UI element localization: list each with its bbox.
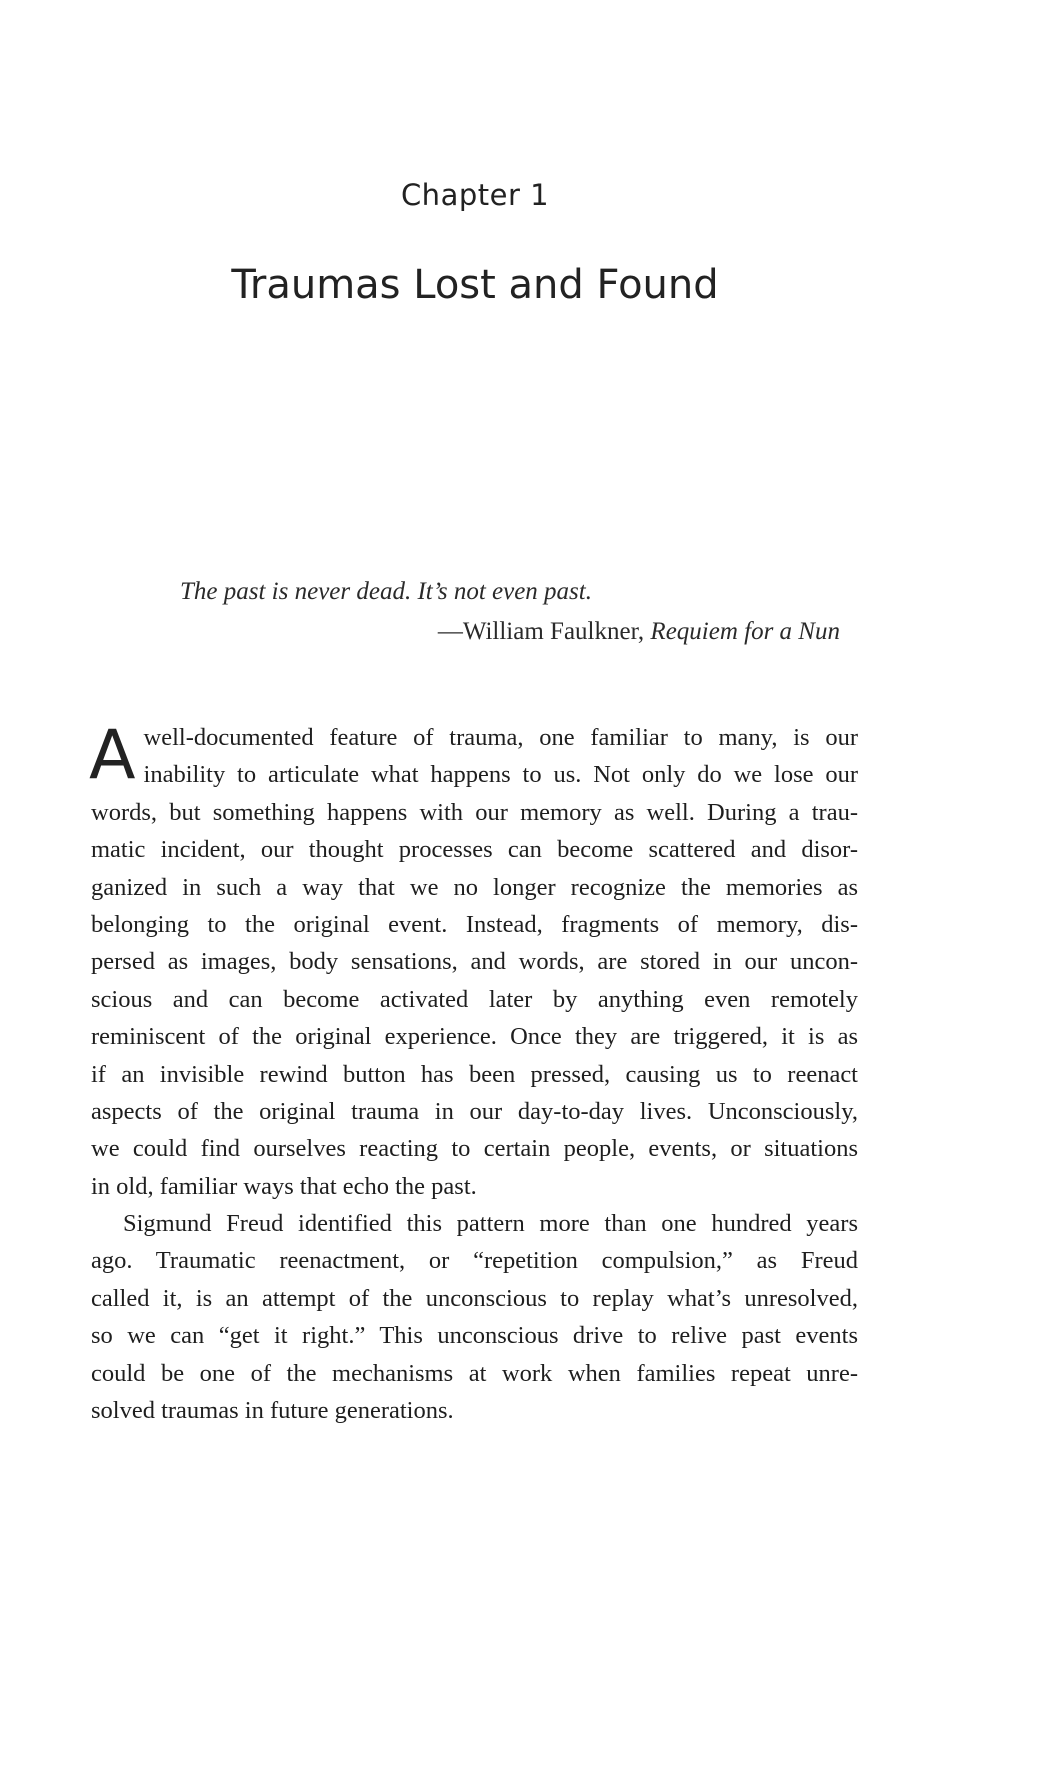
text-line: could be one of the mechanisms at work when families repeat unre- <box>91 1359 858 1387</box>
chapter-title: Traumas Lost and Found <box>231 262 719 308</box>
text-line: called it, is an attempt of the unconscious to replay what’s unresolved, <box>91 1284 858 1312</box>
text-line: belonging to the original event. Instead, fragments of memory, dis- <box>91 910 858 938</box>
text-line: solved traumas in future generations. <box>91 1397 454 1425</box>
text-line: if an invisible rewind button has been pressed, causing us to reenact <box>91 1060 858 1088</box>
paragraph-1 <box>89 716 858 1205</box>
epigraph <box>180 575 860 649</box>
chapter-number: Chapter 1 <box>400 178 550 212</box>
epigraph-work-title: Requiem for a Nun <box>650 618 840 645</box>
text-line: we could find ourselves reacting to certain people, events, or situations <box>91 1135 858 1163</box>
text-line: well-documented feature of trauma, one familiar to many, is our <box>143 724 858 751</box>
text-line: reminiscent of the original experience. Once they are triggered, it is as <box>91 1023 858 1051</box>
text-line: ganized in such a way that we no longer recognize the memories as <box>91 873 858 901</box>
text-line: aspects of the original trauma in our day-to-day lives. Unconsciously, <box>91 1097 858 1125</box>
body-text <box>89 716 858 1429</box>
text-line: so we can “get it right.” This unconscious drive to relive past events <box>91 1322 858 1350</box>
text-line: scious and can become activated later by anything even remotely <box>91 985 858 1013</box>
text-line: words, but something happens with our memory as well. During a trau- <box>91 798 858 826</box>
drop-cap: A <box>89 716 136 795</box>
text-line: persed as images, body sensations, and words, are stored in our uncon- <box>91 948 858 976</box>
text-line: Sigmund Freud identified this pattern more than one hundred years <box>123 1210 858 1238</box>
text-line: ago. Traumatic reenactment, or “repetition compulsion,” as Freud <box>91 1247 858 1275</box>
epigraph-attribution <box>180 615 860 649</box>
text-line: in old, familiar ways that echo the past. <box>91 1172 477 1200</box>
paragraph-2 <box>91 1205 858 1429</box>
epigraph-quote: The past is never dead. It’s not even past. <box>180 578 592 605</box>
text-line: matic incident, our thought processes can become scattered and disor- <box>91 836 858 864</box>
text-line: inability to articulate what happens to us. Not only do we lose our <box>143 761 858 789</box>
epigraph-author: —William Faulkner, <box>437 618 651 645</box>
